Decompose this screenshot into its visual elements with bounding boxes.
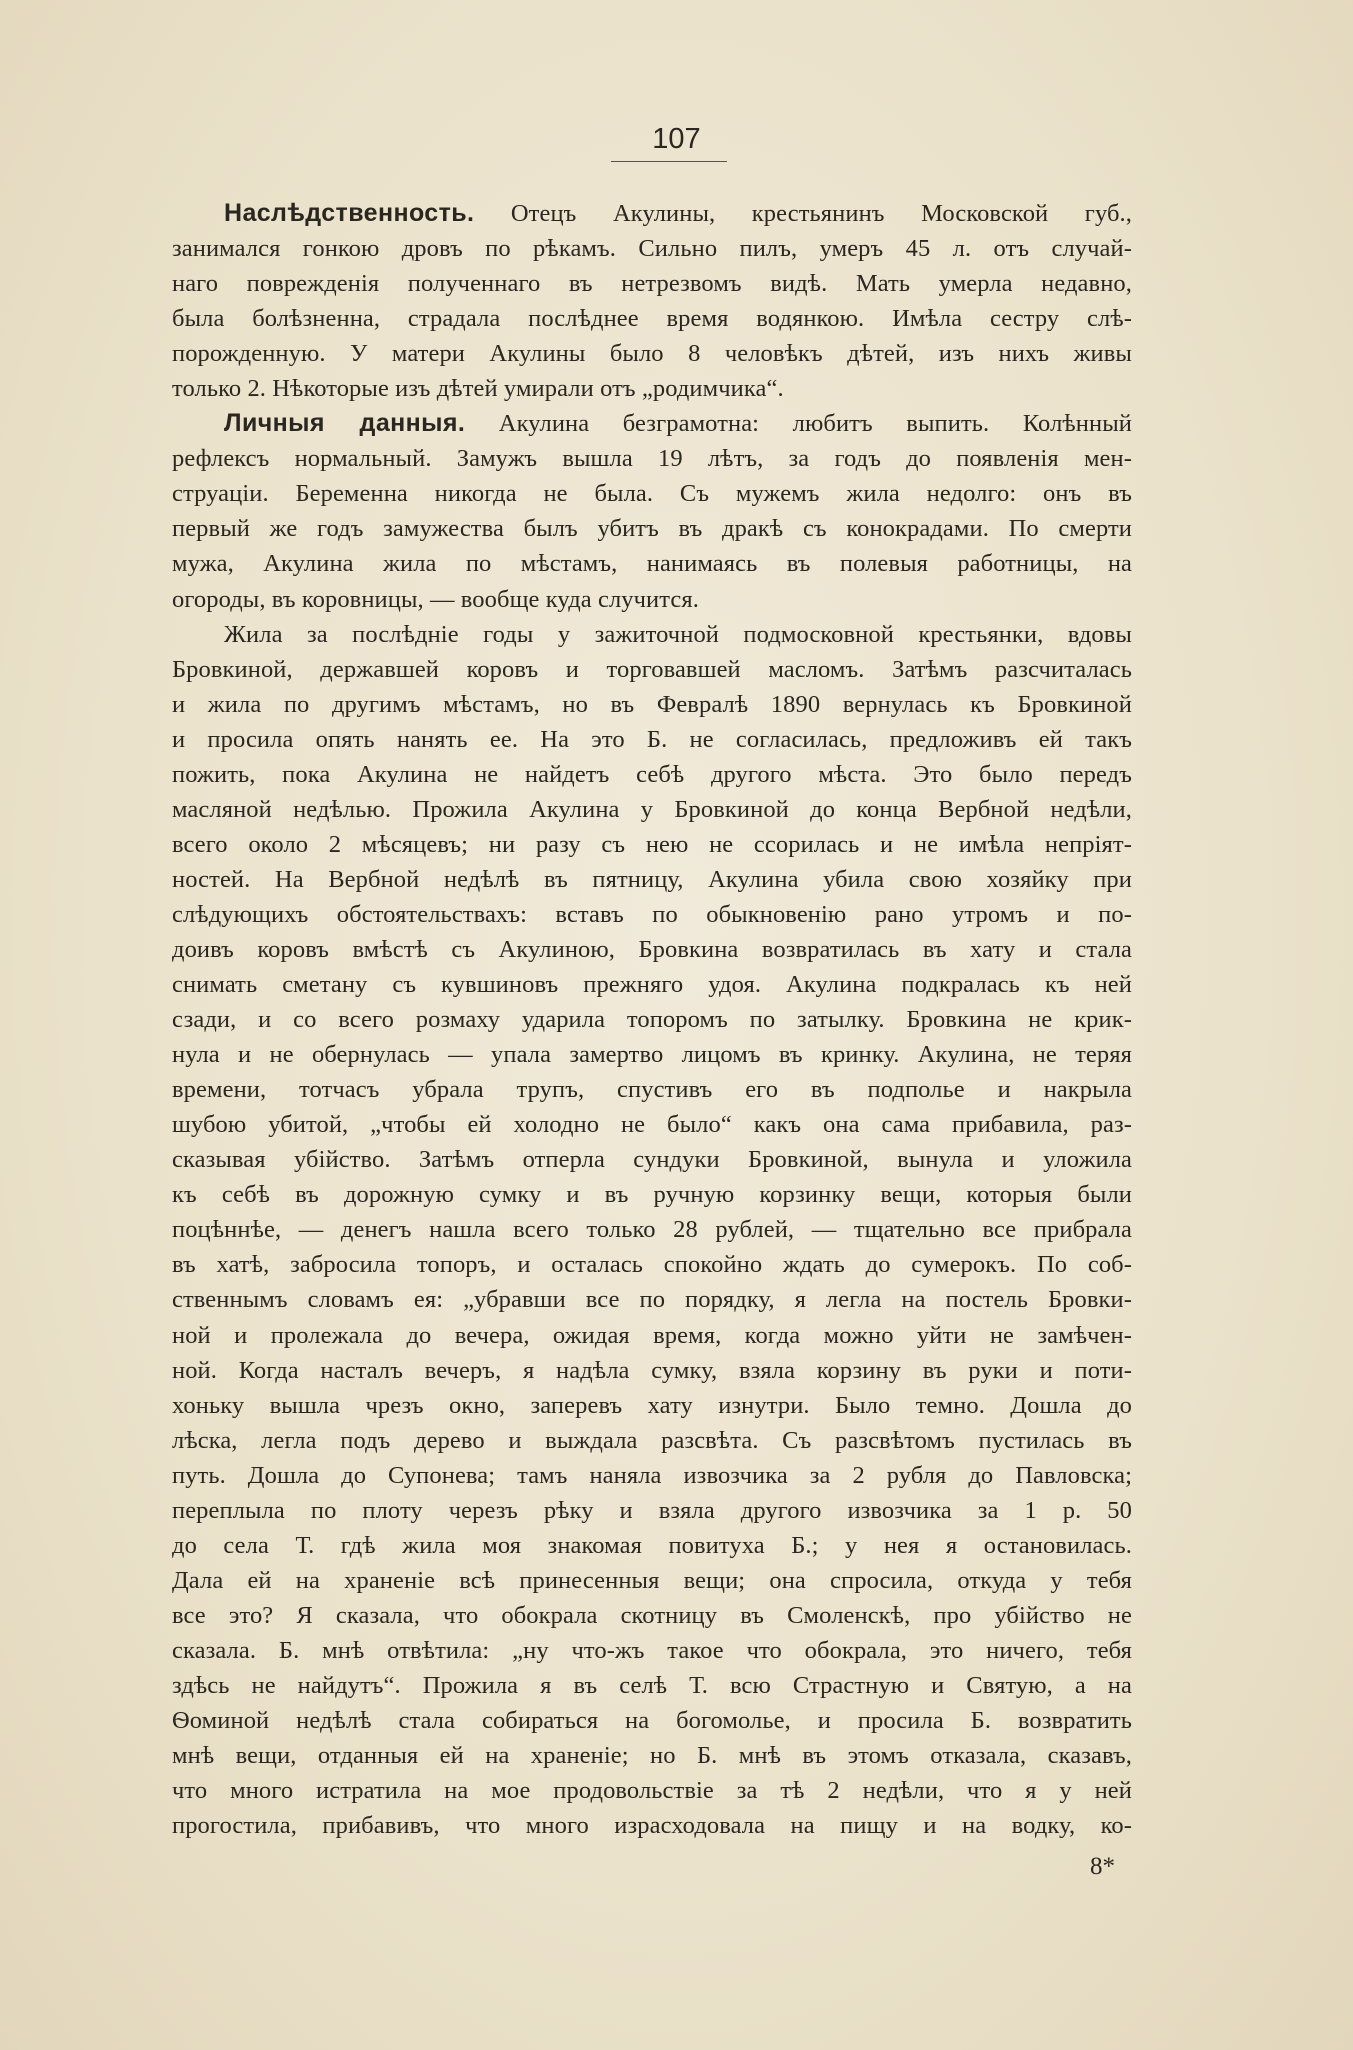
text-line: пожить, пока Акулина не найдетъ себѣ другого мѣста. Это было передъ [172,760,1132,788]
text-line: Ѳоминой недѣлѣ стала собираться на богомолье, и просила Б. возвратить [172,1707,1132,1735]
text-line: порожденную. У матери Акулины было 8 человѣкъ дѣтей, изъ нихъ живы [172,340,1132,368]
text-line: что много истратила на мое продовольствіе за тѣ 2 недѣли, что я у ней [172,1777,1132,1805]
text-line: лѣска, легла подъ дерево и выждала разсвѣта. Съ разсвѣтомъ пустилась въ [172,1426,1132,1454]
text-line: времени, тотчасъ убрала трупъ, спустивъ его въ подполье и накрыла [172,1076,1132,1104]
body-text [172,196,1132,1843]
text-line: струаціи. Беременна никогда не была. Съ мужемъ жила недолго: онъ въ [172,480,1132,508]
text-line: занимался гонкою дровъ по рѣкамъ. Сильно пилъ, умеръ 45 л. отъ случай- [172,235,1132,263]
text-line: ной и пролежала до вечера, ожидая время, когда можно уйти не замѣчен- [172,1321,1132,1349]
text-line: ной. Когда насталъ вечеръ, я надѣла сумку, взяла корзину въ руки и поти- [172,1356,1132,1384]
text-line: шубою убитой, „чтобы ей холодно не было“ какъ она сама прибавила, раз- [172,1111,1132,1139]
text-line: огороды, въ коровницы, — вообще куда случится. [172,585,699,613]
page-number: 107 [652,123,701,155]
text-line: была болѣзненна, страдала послѣднее время водянкою. Имѣла сестру слѣ- [172,305,1132,333]
text-line: рефлексъ нормальный. Замужъ вышла 19 лѣтъ, за годъ до появленія мен- [172,445,1132,473]
text-line: къ себѣ въ дорожную сумку и въ ручную корзинку вещи, которыя были [172,1181,1132,1209]
text-line: здѣсь не найдутъ“. Прожила я въ селѣ Т. всю Страстную и Святую, а на [172,1671,1132,1699]
text-line: ственнымъ словамъ ея: „убравши все по порядку, я легла на постель Бровки- [172,1286,1132,1314]
text-line: слѣдующихъ обстоятельствахъ: вставъ по обыкновенію рано утромъ и по- [172,900,1132,928]
text-line: поцѣннѣе, — денегъ нашла всего только 28 рублей, — тщательно все прибрала [172,1216,1132,1244]
text-line: мужа, Акулина жила по мѣстамъ, нанимаясь въ полевыя работницы, на [172,550,1132,578]
text-line: Наслѣдственность. Отецъ Акулины, крестьянинъ Московской губ., [224,199,1132,227]
section-heading-heredity: Наслѣдственность. [224,199,475,227]
text-line: масляной недѣлью. Прожила Акулина у Бровкиной до конца Вербной недѣли, [172,795,1132,823]
text-line: всего около 2 мѣсяцевъ; ни разу съ нею не ссорилась и не имѣла непріят- [172,830,1132,858]
text-line: переплыла по плоту черезъ рѣку и взяла другого извозчика за 1 р. 50 [172,1496,1132,1524]
text-line: сказала. Б. мнѣ отвѣтила: „ну что-жъ такое что обокрала, это ничего, тебя [172,1636,1132,1664]
text-line: Дала ей на храненіе всѣ принесенныя вещи; она спросила, откуда у тебя [172,1566,1132,1594]
text-line: сказывая убійство. Затѣмъ отперла сундуки Бровкиной, вынула и уложила [172,1146,1132,1174]
text-line: Личныя данныя. Акулина безграмотна: любитъ выпить. Колѣнный [224,409,1133,438]
text-line: нула и не обернулась — упала замертво лицомъ въ кринку. Акулина, не теряя [172,1041,1132,1069]
text-line: ностей. На Вербной недѣлѣ въ пятницу, Акулина убила свою хозяйку при [172,865,1132,893]
text-line: и просила опять нанять ее. На это Б. не согласилась, предложивъ ей такъ [172,725,1132,753]
text-line: только 2. Нѣкоторые изъ дѣтей умирали отъ „родимчика“. [172,375,784,403]
text-line: хоньку вышла чрезъ окно, заперевъ хату изнутри. Было темно. Дошла до [172,1391,1132,1419]
text-line: прогостила, прибавивъ, что много израсходовала на пищу и на водку, ко- [172,1812,1132,1840]
text-line: первый же годъ замужества былъ убитъ въ дракѣ съ конокрадами. По смерти [172,515,1132,543]
text-line: и жила по другимъ мѣстамъ, но въ Февралѣ 1890 вернулась къ Бровкиной [172,690,1132,718]
text-line: все это? Я сказала, что обокрала скотницу въ Смоленскѣ, про убійство не [172,1601,1132,1629]
text-line: путь. Дошла до Супонева; тамъ наняла извозчика за 2 рубля до Павловска; [172,1461,1132,1489]
text-line: до села Т. гдѣ жила моя знакомая повитуха Б.; у нея я остановилась. [172,1531,1132,1559]
page-number-rule [611,161,727,162]
text-line: снимать сметану съ кувшиновъ прежняго удоя. Акулина подкралась къ ней [172,971,1132,999]
signature-mark: 8* [1090,1853,1115,1880]
text-line: Бровкиной, державшей коровъ и торговавшей масломъ. Затѣмъ разсчиталась [172,655,1132,683]
text-line: доивъ коровъ вмѣстѣ съ Акулиною, Бровкина возвратилась въ хату и стала [172,935,1132,963]
section-heading-personal-data: Личныя данныя. [224,409,466,438]
text-line: наго поврежденія полученнаго въ нетрезвомъ видѣ. Мать умерла недавно, [172,270,1132,298]
text-line: въ хатѣ, забросила топоръ, и осталась спокойно ждать до сумерокъ. По соб- [172,1251,1132,1279]
text-line: Жила за послѣдніе годы у зажиточной подмосковной крестьянки, вдовы [224,620,1132,648]
text-line: мнѣ вещи, отданныя ей на храненіе; но Б. мнѣ въ этомъ отказала, сказавъ, [172,1742,1132,1770]
text-line: сзади, и со всего розмаху ударила топоромъ по затылку. Бровкина не крик- [172,1006,1132,1034]
